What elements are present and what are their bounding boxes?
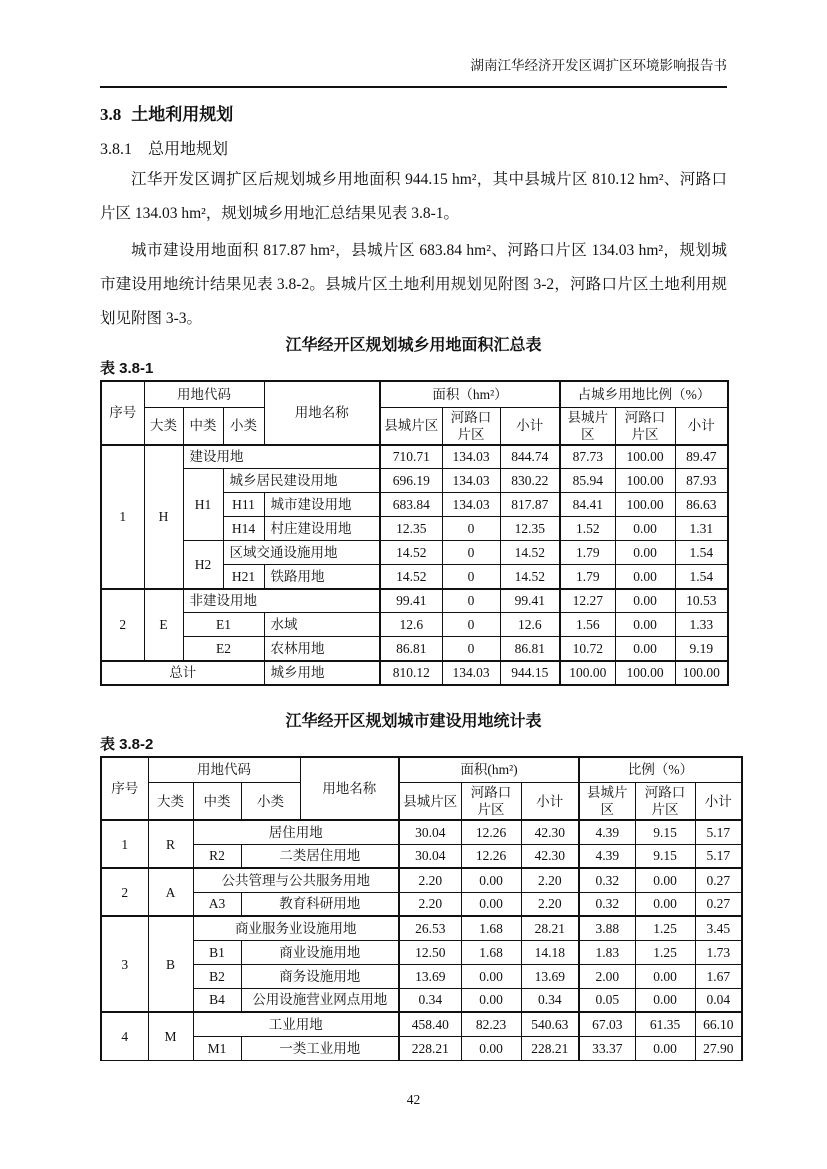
land-name-cell: 工业用地 [193,1012,399,1036]
value-cell: 0.00 [615,589,675,613]
value-cell: 944.15 [500,661,560,685]
value-cell: 12.35 [500,517,560,541]
value-cell: 0.00 [461,988,521,1012]
table-header-row [101,757,742,783]
mid-code-cell: B4 [193,988,241,1012]
value-cell: 12.26 [461,844,521,868]
value-cell: 0.27 [695,892,742,916]
value-cell: 0 [442,637,500,661]
value-cell: 0.00 [461,892,521,916]
table-row [101,892,742,916]
col-county-area: 县城片区 [380,407,442,445]
section-heading [100,104,727,126]
value-cell: 4.39 [579,820,635,844]
major-code-cell: R [148,820,193,868]
land-name-cell: 公共管理与公共服务用地 [193,868,399,892]
col-subtotal-ratio: 小计 [695,783,742,821]
value-cell: 3.88 [579,916,635,940]
value-cell: 100.00 [615,661,675,685]
value-cell: 683.84 [380,493,442,517]
col-code-group: 用地代码 [148,757,300,783]
value-cell: 0 [442,589,500,613]
value-cell: 100.00 [675,661,728,685]
value-cell: 0.34 [521,988,579,1012]
value-cell: 86.81 [500,637,560,661]
value-cell: 82.23 [461,1012,521,1036]
table-row [101,820,742,844]
value-cell: 61.35 [635,1012,695,1036]
section-number: 3.8 [100,105,122,124]
land-name-cell: 商业服务业设施用地 [193,916,399,940]
table-subheader-row [101,783,742,821]
col-seq: 序号 [101,381,144,445]
col-major: 大类 [148,783,193,821]
table-row [101,1036,742,1060]
table1-header [101,381,728,445]
page-number: 42 [406,1092,421,1107]
table-header-row [101,381,728,407]
value-cell: 86.81 [380,637,442,661]
value-cell: 830.22 [500,469,560,493]
col-mid: 中类 [183,407,223,445]
table2-header [101,757,742,821]
value-cell: 134.03 [442,469,500,493]
value-cell: 0.00 [635,892,695,916]
col-subtotal-area: 小计 [521,783,579,821]
land-name-cell: 商业设施用地 [241,940,399,964]
value-cell: 84.41 [560,493,615,517]
value-cell: 1.67 [695,964,742,988]
col-land-name: 用地名称 [300,757,399,821]
value-cell: 12.27 [560,589,615,613]
value-cell: 696.19 [380,469,442,493]
col-ratio-group: 占城乡用地比例（%） [560,381,728,407]
table1-title: 江华经开区规划城乡用地面积汇总表 [285,337,542,354]
value-cell: 99.41 [500,589,560,613]
table-row [101,844,742,868]
land-name-cell: 二类居住用地 [241,844,399,868]
table-row [101,541,728,565]
value-cell: 0.00 [615,637,675,661]
value-cell: 66.10 [695,1012,742,1036]
value-cell: 26.53 [399,916,461,940]
value-cell: 33.37 [579,1036,635,1060]
value-cell: 5.17 [695,844,742,868]
value-cell: 1.79 [560,541,615,565]
col-subtotal-area: 小计 [500,407,560,445]
value-cell: 1.31 [675,517,728,541]
value-cell: 0.00 [461,964,521,988]
col-minor: 小类 [241,783,300,821]
col-helukou-ratio: 河路口片区 [615,407,675,445]
col-land-name: 用地名称 [264,381,380,445]
table-row [101,589,728,613]
table-row [101,445,728,469]
seq-cell: 2 [101,589,144,661]
land-name-cell: 村庄建设用地 [264,517,380,541]
value-cell: 1.25 [635,940,695,964]
table-row [101,1012,742,1036]
table-total-row [101,661,728,685]
mid-code-cell: B2 [193,964,241,988]
value-cell: 0.04 [695,988,742,1012]
table2-body [101,820,742,1060]
seq-cell: 2 [101,868,148,916]
land-use-summary-table [100,380,729,686]
major-code-cell: B [148,916,193,1012]
major-code-cell: E [144,589,183,661]
value-cell: 14.52 [380,541,442,565]
mid-code-cell: R2 [193,844,241,868]
col-helukou-ratio: 河路口片区 [635,783,695,821]
value-cell: 85.94 [560,469,615,493]
value-cell: 134.03 [442,661,500,685]
value-cell: 12.6 [380,613,442,637]
col-county-area: 县城片区 [399,783,461,821]
land-name-cell: 建设用地 [183,445,380,469]
value-cell: 12.26 [461,820,521,844]
urban-construction-land-table [100,756,743,1061]
subsection-number: 3.8.1 [100,141,132,158]
col-minor: 小类 [223,407,264,445]
value-cell: 540.63 [521,1012,579,1036]
col-helukou-area: 河路口片区 [461,783,521,821]
value-cell: 0 [442,541,500,565]
land-name-cell: 水域 [264,613,380,637]
value-cell: 86.63 [675,493,728,517]
value-cell: 0.00 [615,565,675,589]
mid-code-cell: H1 [183,469,223,541]
value-cell: 2.20 [399,892,461,916]
minor-code-cell: H11 [223,493,264,517]
value-cell: 1.52 [560,517,615,541]
table2-caption: 表 3.8-2 [100,735,154,753]
value-cell: 458.40 [399,1012,461,1036]
major-code-cell: M [148,1012,193,1060]
value-cell: 100.00 [615,445,675,469]
value-cell: 0.00 [635,964,695,988]
value-cell: 3.45 [695,916,742,940]
table-row [101,637,728,661]
value-cell: 1.68 [461,940,521,964]
col-mid: 中类 [193,783,241,821]
value-cell: 14.18 [521,940,579,964]
value-cell: 844.74 [500,445,560,469]
value-cell: 0.32 [579,868,635,892]
paragraph-2: 城市建设用地面积 817.87 hm²，县城片区 683.84 hm²、河路口片区 134.03 hm²，规划城市建设用地统计结果见表 3.8-2。县城片区土地利用规划见附图 3-2，河路口片区土地利用规划见附图 3-3。 [100,242,727,327]
land-name-cell: 非建设用地 [183,589,380,613]
value-cell: 14.52 [380,565,442,589]
mid-code-cell: H2 [183,541,223,589]
col-county-ratio: 县城片区 [560,407,615,445]
value-cell: 87.93 [675,469,728,493]
value-cell: 1.25 [635,916,695,940]
col-ratio-group: 比例（%） [579,757,742,783]
value-cell: 100.00 [615,493,675,517]
value-cell: 9.15 [635,844,695,868]
table-row [101,469,728,493]
value-cell: 9.15 [635,820,695,844]
value-cell: 1.33 [675,613,728,637]
value-cell: 28.21 [521,916,579,940]
value-cell: 0.00 [635,1036,695,1060]
value-cell: 0 [442,565,500,589]
land-name-cell: 居住用地 [193,820,399,844]
land-name-cell: 一类工业用地 [241,1036,399,1060]
land-name-cell: 商务设施用地 [241,964,399,988]
value-cell: 228.21 [521,1036,579,1060]
value-cell: 2.20 [521,892,579,916]
table-row [101,868,742,892]
value-cell: 1.68 [461,916,521,940]
seq-cell: 1 [101,820,148,868]
value-cell: 1.73 [695,940,742,964]
value-cell: 817.87 [500,493,560,517]
value-cell: 12.35 [380,517,442,541]
value-cell: 1.83 [579,940,635,964]
minor-code-cell: H21 [223,565,264,589]
col-area-group: 面积(hm²) [399,757,579,783]
value-cell: 12.50 [399,940,461,964]
land-name-cell: 铁路用地 [264,565,380,589]
value-cell: 0.00 [635,988,695,1012]
land-name-cell: 城乡居民建设用地 [223,469,380,493]
value-cell: 0.00 [615,541,675,565]
table-row [101,988,742,1012]
seq-cell: 4 [101,1012,148,1060]
value-cell: 4.39 [579,844,635,868]
table1-body [101,445,728,685]
value-cell: 0.05 [579,988,635,1012]
land-name-cell: 区域交通设施用地 [223,541,380,565]
running-header [100,0,727,88]
value-cell: 1.54 [675,541,728,565]
col-subtotal-ratio: 小计 [675,407,728,445]
value-cell: 9.19 [675,637,728,661]
value-cell: 1.54 [675,565,728,589]
value-cell: 0.00 [635,868,695,892]
value-cell: 5.17 [695,820,742,844]
land-name-cell: 城市建设用地 [264,493,380,517]
value-cell: 710.71 [380,445,442,469]
value-cell: 2.20 [399,868,461,892]
land-name-cell: 农林用地 [264,637,380,661]
table-subheader-row [101,407,728,445]
table1-caption: 表 3.8-1 [100,360,154,377]
value-cell: 0 [442,517,500,541]
value-cell: 0.00 [461,868,521,892]
total-label-cell: 总计 [101,661,264,685]
value-cell: 30.04 [399,820,461,844]
value-cell: 0 [442,613,500,637]
value-cell: 134.03 [442,445,500,469]
table-row [101,940,742,964]
running-header-title: 湖南江华经济开发区调扩区环境影响报告书 [470,58,727,73]
seq-cell: 1 [101,445,144,589]
value-cell: 2.20 [521,868,579,892]
value-cell: 0.00 [615,517,675,541]
value-cell: 27.90 [695,1036,742,1060]
section-title: 土地利用规划 [131,105,234,124]
value-cell: 10.72 [560,637,615,661]
col-area-group: 面积（hm²） [380,381,560,407]
value-cell: 14.52 [500,541,560,565]
paragraph-1: 江华开发区调扩区后规划城乡用地面积 944.15 hm²，其中县城片区 810.12 hm²、河路口片区 134.03 hm²，规划城乡用地汇总结果见表 3.8-1。 [100,171,727,222]
value-cell: 42.30 [521,820,579,844]
value-cell: 14.52 [500,565,560,589]
subsection-heading [100,139,727,160]
value-cell: 1.79 [560,565,615,589]
major-code-cell: A [148,868,193,916]
value-cell: 2.00 [579,964,635,988]
land-name-cell: 城乡用地 [264,661,380,685]
minor-code-cell: H14 [223,517,264,541]
land-name-cell: 教育科研用地 [241,892,399,916]
mid-code-cell: M1 [193,1036,241,1060]
major-code-cell: H [144,445,183,589]
table-row [101,916,742,940]
mid-code-cell: E1 [183,613,264,637]
value-cell: 0.27 [695,868,742,892]
subsection-title: 总用地规划 [148,141,229,158]
value-cell: 99.41 [380,589,442,613]
value-cell: 100.00 [615,469,675,493]
value-cell: 134.03 [442,493,500,517]
value-cell: 13.69 [399,964,461,988]
value-cell: 30.04 [399,844,461,868]
table-row [101,964,742,988]
col-major: 大类 [144,407,183,445]
mid-code-cell: B1 [193,940,241,964]
col-county-ratio: 县城片区 [579,783,635,821]
land-name-cell: 公用设施营业网点用地 [241,988,399,1012]
value-cell: 0.34 [399,988,461,1012]
value-cell: 89.47 [675,445,728,469]
table2-title: 江华经开区规划城市建设用地统计表 [285,712,542,730]
value-cell: 0.00 [615,613,675,637]
col-helukou-area: 河路口片区 [442,407,500,445]
value-cell: 0.32 [579,892,635,916]
seq-cell: 3 [101,916,148,1012]
mid-code-cell: A3 [193,892,241,916]
value-cell: 100.00 [560,661,615,685]
mid-code-cell: E2 [183,637,264,661]
value-cell: 10.53 [675,589,728,613]
col-code-group: 用地代码 [144,381,264,407]
value-cell: 810.12 [380,661,442,685]
col-seq: 序号 [101,757,148,821]
value-cell: 13.69 [521,964,579,988]
value-cell: 87.73 [560,445,615,469]
value-cell: 67.03 [579,1012,635,1036]
value-cell: 42.30 [521,844,579,868]
table-row [101,613,728,637]
value-cell: 0.00 [461,1036,521,1060]
value-cell: 228.21 [399,1036,461,1060]
value-cell: 12.6 [500,613,560,637]
value-cell: 1.56 [560,613,615,637]
